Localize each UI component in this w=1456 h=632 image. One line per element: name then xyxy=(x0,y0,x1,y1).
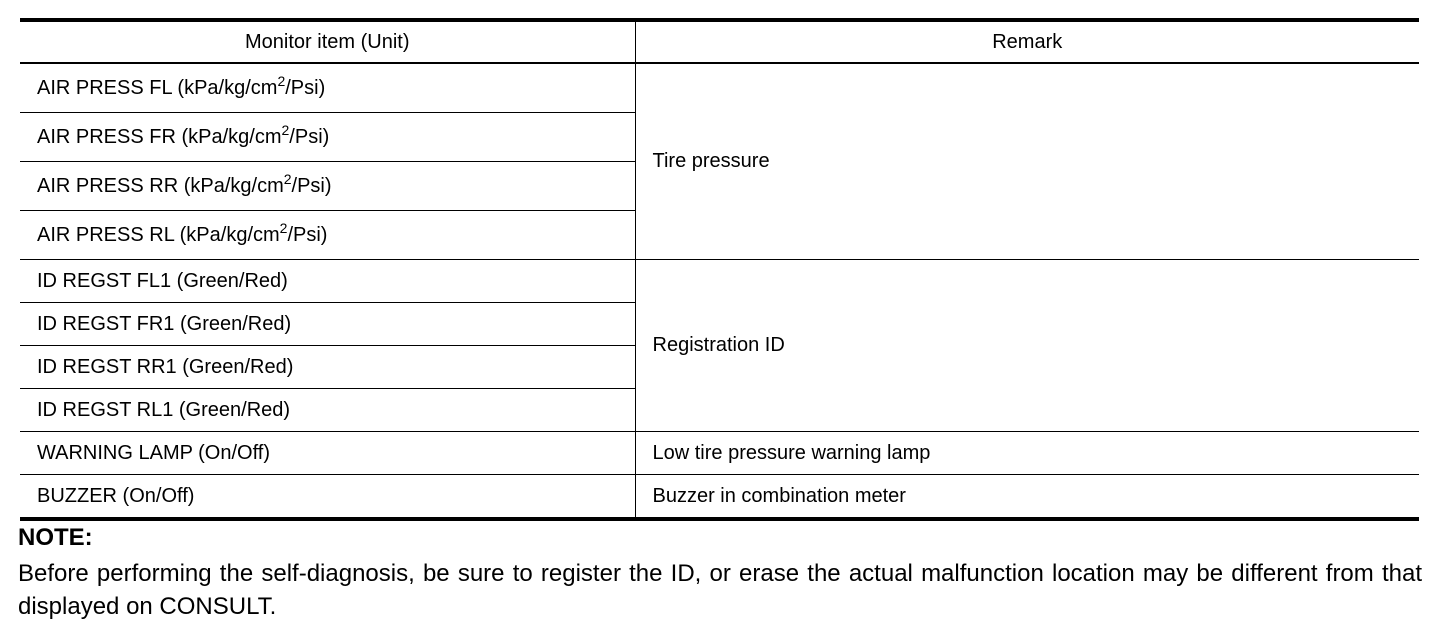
monitor-item-id-regst-fl1: ID REGST FL1 (Green/Red) xyxy=(20,260,635,303)
table-row xyxy=(20,432,1419,475)
table-header-row xyxy=(20,20,1419,63)
monitor-item-air-press-rr: AIR PRESS RR $(kPa/kg/cm^2/Psi)$ xyxy=(20,162,635,211)
monitor-item-id-regst-rr1: ID REGST RR1 (Green/Red) xyxy=(20,346,635,389)
table-row xyxy=(20,260,1419,303)
table-row xyxy=(20,475,1419,520)
note-title: NOTE: xyxy=(18,524,93,551)
note-text: Before performing the self-diagnosis, be sure to register the ID, or erase the actual malfunction location may be different from that displayed on CONSULT. xyxy=(18,560,1422,620)
monitor-table xyxy=(20,18,1419,521)
monitor-table-container xyxy=(20,18,1419,521)
header-remark: Remark xyxy=(635,20,1419,63)
header-monitor-item: Monitor item (Unit) xyxy=(245,30,410,53)
monitor-item-id-regst-rl1: ID REGST RL1 (Green/Red) xyxy=(20,389,635,432)
monitor-item-air-press-rl: AIR PRESS RL $(kPa/kg/cm^2/Psi)$ xyxy=(20,211,635,260)
remark-buzzer: Buzzer in combination meter xyxy=(635,475,1419,520)
monitor-item-id-regst-fr1: ID REGST FR1 (Green/Red) xyxy=(20,303,635,346)
monitor-item-warning-lamp: WARNING LAMP (On/Off) xyxy=(20,432,635,475)
monitor-item-buzzer: BUZZER (On/Off) xyxy=(20,475,635,520)
remark-registration-id: Registration ID xyxy=(635,260,1419,432)
remark-warning-lamp: Low tire pressure warning lamp xyxy=(635,432,1419,475)
table-row xyxy=(20,63,1419,113)
remark-tire-pressure: Tire pressure xyxy=(635,63,1419,260)
monitor-item-air-press-fr: AIR PRESS FR $(kPa/kg/cm^2/Psi)$ xyxy=(20,113,635,162)
monitor-item-air-press-fl: AIR PRESS FL $(kPa/kg/cm^2/Psi)$ xyxy=(20,63,635,113)
